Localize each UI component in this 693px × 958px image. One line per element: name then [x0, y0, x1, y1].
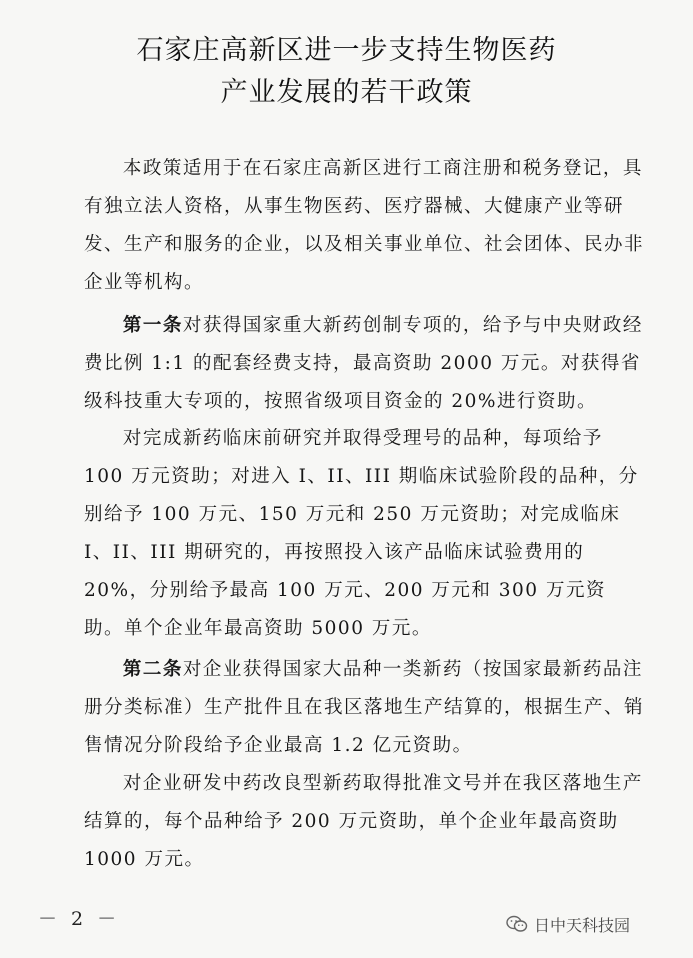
paragraph-clinical-funding: 对完成新药临床前研究并取得受理号的品种，每项给予 100 万元资助；对进入 I、II、III 期临床试验阶段的品种，分别给予 100 万元、150 万元和 250 万元资助；对完成临床 I、II、III 期研究的，再按照投入该产品临床试验费用的 20%，分别给予最高 100 万元、200 万元和 300 万元资助。单个企业年最高资助 5000 万元。	[84, 428, 639, 639]
paragraph-tcm-funding: 对企业研发中药改良型新药取得批准文号并在我区落地生产结算的，每个品种给予 200 万元资助，单个企业年最高资助 1000 万元。	[84, 773, 643, 870]
article-2-text: 对企业获得国家大品种一类新药（按国家最新药品注册分类标准）生产批件且在我区落地生产结算的，根据生产、销售情况分阶段给予企业最高 1.2 亿元资助。	[84, 659, 645, 756]
watermark	[506, 911, 630, 937]
document-title-line-1: 石家庄高新区进一步支持生物医药	[136, 35, 557, 66]
article-1-text: 对获得国家重大新药创制专项的，给予与中央财政经费比例 1:1 的配套经费支持，最高资助 2000 万元。对获得省级科技重大专项的，按照省级项目资金的 20%进行资助。	[84, 315, 643, 412]
paragraph-scope: 本政策适用于在石家庄高新区进行工商注册和税务登记，具有独立法人资格，从事生物医药、医疗器械、大健康产业等研发、生产和服务的企业，以及相关事业单位、社会团体、民办非企业等机构。	[84, 158, 645, 293]
page-number: － 2 －	[38, 908, 121, 930]
watermark-text: 日中天科技园	[534, 915, 631, 935]
article-2-label: 第二条	[122, 659, 183, 680]
paragraph-article-1	[84, 307, 644, 421]
document-title-line-2: 产业发展的若干政策	[220, 77, 473, 108]
article-1-label: 第一条	[122, 315, 183, 336]
paragraph-article-2	[84, 651, 644, 765]
wechat-icon	[506, 915, 528, 933]
